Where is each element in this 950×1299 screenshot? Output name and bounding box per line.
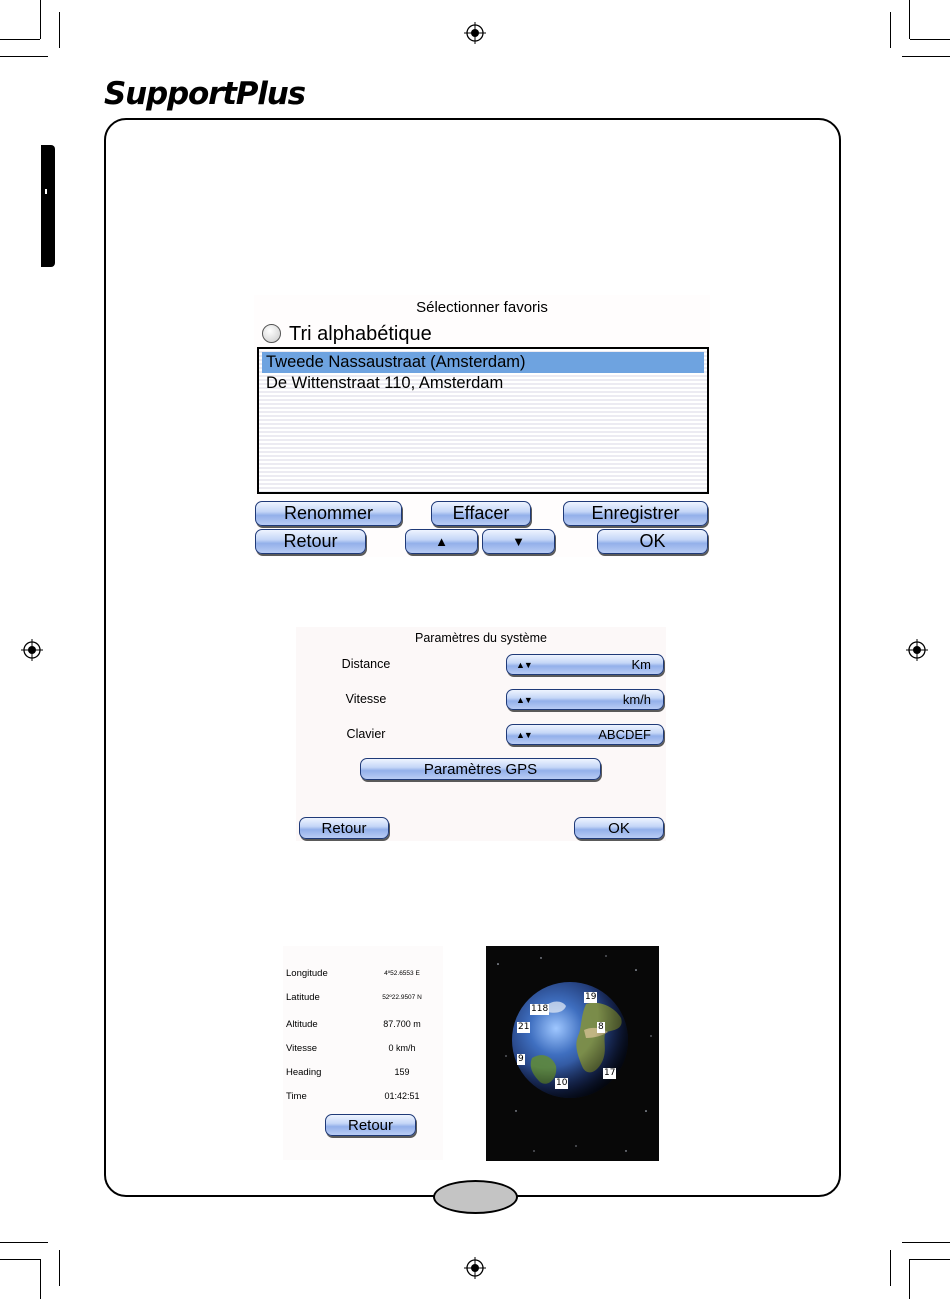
satellite-globe-view: [486, 946, 659, 1161]
favorites-screen: [254, 295, 710, 557]
keyboard-selector[interactable]: [506, 724, 664, 745]
longitude-value: 4º52.6553 E: [384, 970, 420, 977]
crop-mark: [0, 1259, 40, 1260]
satellite-label: 9: [518, 1054, 524, 1064]
speed-value: 0 km/h: [388, 1043, 416, 1053]
up-arrow-icon: ▲: [435, 534, 448, 549]
satellite-label: 118: [531, 1004, 549, 1014]
gps-info-screen: [283, 946, 443, 1160]
registration-mark-icon: [464, 1257, 486, 1279]
ok-button[interactable]: OK: [574, 817, 664, 839]
longitude-label: Longitude: [286, 968, 328, 979]
back-button[interactable]: Retour: [255, 529, 366, 554]
speed-label: Vitesse: [286, 1043, 317, 1054]
registration-mark-icon: [21, 639, 43, 661]
brand-logo: SupportPlus: [104, 76, 305, 112]
crop-mark: [909, 1259, 910, 1299]
crop-mark: [902, 1242, 950, 1243]
crop-mark: [0, 56, 48, 57]
crop-mark: [0, 1242, 48, 1243]
crop-mark: [910, 1259, 950, 1260]
heading-label: Heading: [286, 1067, 322, 1078]
up-down-selector-icon: ▲▼: [516, 659, 532, 670]
heading-value: 159: [394, 1067, 410, 1077]
save-button[interactable]: Enregistrer: [563, 501, 708, 526]
crop-mark: [40, 1259, 41, 1299]
back-button[interactable]: Retour: [299, 817, 389, 839]
up-down-selector-icon: ▲▼: [516, 694, 532, 705]
list-item[interactable]: De Wittenstraat 110, Amsterdam: [266, 374, 504, 392]
side-tab: [41, 145, 55, 267]
satellite-label: 8: [598, 1022, 604, 1032]
rename-button[interactable]: Renommer: [255, 501, 402, 526]
speed-label: Vitesse: [345, 692, 387, 706]
back-button[interactable]: Retour: [325, 1114, 416, 1136]
speed-value: km/h: [622, 692, 651, 707]
keyboard-value: ABCDEF: [598, 727, 651, 742]
altitude-value: 87.700 m: [383, 1019, 421, 1029]
delete-button[interactable]: Effacer: [431, 501, 531, 526]
move-up-button[interactable]: [405, 529, 478, 554]
altitude-label: Altitude: [286, 1019, 318, 1030]
satellite-label: 10: [556, 1078, 568, 1088]
favorites-title: Sélectionner favoris: [416, 299, 548, 316]
speed-selector[interactable]: [506, 689, 664, 710]
sort-radio[interactable]: [262, 324, 281, 343]
crop-mark: [40, 0, 41, 39]
ok-button[interactable]: OK: [597, 529, 708, 554]
favorites-list[interactable]: [257, 347, 709, 494]
system-title: Paramètres du système: [415, 631, 547, 645]
satellite-label: 17: [604, 1068, 616, 1078]
globe-image: [486, 946, 659, 1161]
latitude-value: 52º22.9507 N: [382, 994, 422, 1001]
gps-settings-button[interactable]: Paramètres GPS: [360, 758, 601, 780]
crop-mark: [59, 12, 60, 48]
keyboard-label: Clavier: [346, 727, 386, 741]
time-value: 01:42:51: [384, 1091, 420, 1101]
latitude-label: Latitude: [286, 992, 320, 1003]
satellite-label: 19: [585, 992, 597, 1002]
page-number-badge: [433, 1180, 518, 1214]
up-down-selector-icon: ▲▼: [516, 729, 532, 740]
crop-mark: [910, 39, 950, 40]
list-item[interactable]: Tweede Nassaustraat (Amsterdam): [262, 352, 704, 373]
crop-mark: [902, 56, 950, 57]
satellite-label: 21: [518, 1022, 530, 1032]
crop-mark: [909, 0, 910, 39]
down-arrow-icon: ▼: [512, 534, 525, 549]
sort-option-label[interactable]: Tri alphabétique: [289, 323, 432, 345]
system-settings-screen: [296, 627, 666, 841]
crop-mark: [59, 1250, 60, 1286]
distance-value: Km: [631, 657, 651, 672]
crop-mark: [0, 39, 40, 40]
crop-mark: [890, 1250, 891, 1286]
registration-mark-icon: [464, 22, 486, 44]
registration-mark-icon: [906, 639, 928, 661]
distance-label: Distance: [341, 657, 391, 671]
crop-mark: [890, 12, 891, 48]
time-label: Time: [286, 1091, 307, 1102]
distance-selector[interactable]: [506, 654, 664, 675]
move-down-button[interactable]: [482, 529, 555, 554]
